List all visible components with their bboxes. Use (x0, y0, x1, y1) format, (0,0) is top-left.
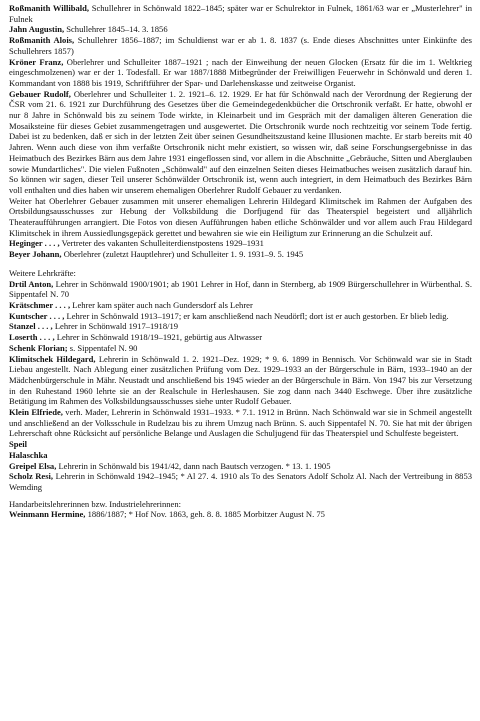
entry-name: Roßmanith Alois, (9, 35, 75, 46)
entry-name: Klimitschek Hildegard, (9, 353, 96, 364)
entry-greipel-elsa (9, 461, 472, 472)
heading-weitere-lehrkraefte: Weitere Lehrkräfte: (9, 267, 76, 278)
entry-scholz-resi (9, 471, 472, 492)
entry-gebauer-rudolf (9, 89, 472, 196)
paragraph-weiter: Weiter hat Oberlehrer Gebauer zusammen mit unserer ehemaligen Lehrerin Hildegard Klimitschek im Rahmen der Aufgaben des Ortsbildungsausschusses zur Hebung der Volksbildung die Dorfjugend für das Theaterspiel begeistert und alljährlich Theateraufführungen arrangiert. Die Fotos von diesen Aufführungen haben etliche Schönwälder und vor allem auch Frau Hildegard Klimitschek in ihrem Aussiedlungsgepäck gerettet und bewahren sie wie ein Heiligtum zur Erinnerung an die Schulzeit auf. (9, 195, 472, 238)
entry-text: 1886/1887; * Hof Nov. 1863, geh. 8. 8. 1885 Morbitzer August N. 75 (85, 509, 325, 520)
section-spacer (9, 260, 472, 268)
entry-name: Heginger . . . , (9, 238, 60, 249)
entry-text: Lehrer kam später auch nach Gundersdorf als Lehrer (70, 299, 253, 310)
entry-name: Krätschmer . . . , (9, 299, 71, 310)
entry-weinmann-hermine (9, 509, 472, 520)
entry-name: Loserth . . . , (9, 332, 55, 343)
entry-klimitschek-hildegard (9, 354, 472, 408)
entry-name: Gebauer Rudolf, (9, 88, 71, 99)
entry-beyer-johann (9, 249, 472, 260)
entry-name: Klein Elfriede, (9, 407, 63, 418)
entry-name: Weinmann Hermine, (9, 509, 86, 520)
entry-text: Lehrer in Schönwald 1918/19–1921, gebürtig aus Altwasser (54, 332, 263, 343)
entry-text: s. Sippentafel N. 90 (67, 342, 138, 353)
entry-name: Roßmanith Willibald, (9, 3, 90, 13)
entry-text: Lehrer in Schönwald 1913–1917; er kam anschließend nach Neudörfl; dort ist er auch gestorben. Er blieb ledig. (64, 310, 449, 321)
entry-jahn-augustin (9, 24, 472, 35)
entry-schenk-florian (9, 343, 472, 354)
entry-drtil-anton (9, 279, 472, 300)
entry-kroener-franz (9, 57, 472, 89)
entry-name: Drtil Anton, (9, 278, 54, 289)
entry-name: Speil (9, 439, 28, 450)
entry-heginger (9, 238, 472, 249)
entry-text: Lehrerin in Schönwald 1. 2. 1921–Dez. 1929; * 9. 6. 1899 in Bennisch. Vor Schönwald war sie in Stadt Liebau angestellt. Nach Ablegung einer zusätzlichen Prüfung vom Dez. 1929–1933 an der Bürgerschule in Bärn, 1933–1940 an der Mädchenbürgerschule in Mähr. Neustadt und anschließend bis 1945 wieder an der Bürgerschule in Bärn. Von 1947 bis zur Versetzung in den Ruhestand 1960 lehrte sie an der Realschule in Herleshausen. Sie zog dann nach 3440 Eschwege. Über ihre zusätzliche Betätigung im Rahmen des Volksbildungsausschusses siehe unter Rudolf Gebauer. (9, 353, 472, 407)
entry-text: Oberlehrer und Schulleiter 1. 2. 1921–6. 12. 1929. Er hat für Schönwald nach der Verordnung der Regierung der ČSR vom 21. 6. 1921 zur Durchführung des Gesetzes über die Gemeindegedenkbücher die Ortschronik verfaßt. Er hatte, obwohl er nur 8 Jahre in Schönwald bis zu seinem Tode wirkte, in Kleinarbeit und im Gespräch mit der damaligen älteren Generation die Mosaiksteine für dieses Gebiet zusammengetragen und ausgewertet. Die Ortschronik wurde noch rechtzeitig vor seinem Tode fertig. Dabei ist zu bedenken, daß er sich in der letzten Zeit über seinen Gesundheitszustand keine Illusionen machte. Er starb bereits mit 40 Jahren. Wenn auch diese von ihm verfaßte Ortschronik nicht mehr existiert, so wissen wir, daß seine Forschungsergebnisse in das Heimatbuch des Bezirkes Bärn aus dem Jahre 1931 eingeflossen sind, vor allem in die Abschnitte „Gebräuche, Sitten und Aberglauben sowie Mundartliches". Die vielen Fußnoten „Schönwald" auf den einzelnen Seiten dieses Heimatbuches weisen zusätzlich darauf hin. So können wir sagen, dieser Teil unserer Schönwälder Ortschronik ist, wenn auch integriert, in dem Heimatbuch des Bezirkes Bärn voll enthalten und dies haben wir unserem ehemaligen Oberlehrer Rudolf Gebauer zu verdanken. (9, 88, 472, 195)
entry-name: Kuntscher . . . , (9, 310, 65, 321)
entry-halaschka (9, 450, 472, 461)
entry-name: Halaschka (9, 449, 48, 460)
entry-name: Schenk Florian; (9, 342, 68, 353)
entry-name: Beyer Johann, (9, 249, 62, 260)
entry-text: Lehrerin in Schönwald 1942–1945; * Al 27. 4. 1910 als To des Senators Adolf Scholz Al. Nach der Vertreibung in 8853 Wemding (9, 471, 472, 492)
entry-name: Jahn Augustin, (9, 24, 65, 35)
entry-loserth (9, 332, 472, 343)
entry-rossmanith-willibald (9, 3, 472, 24)
entry-rossmanith-alois (9, 35, 472, 56)
entry-name: Scholz Resi, (9, 471, 54, 482)
entry-text: Oberlehrer und Schulleiter 1887–1921 ; nach der Einweihung der neuen Glocken (Ersatz für die im 1. Weltkrieg eingeschmolzenen) war er der 1. Todesfall. Er war 1887/1888 Mitbegründer der Freiwilligen Feuerwehr in Schönwald und deren 1. Kommandant von 1888 bis 1919, Schriftführer der Spar- und Darlehenskasse und zeitweise Organist. (9, 56, 472, 88)
entry-kuntscher (9, 311, 472, 322)
entry-text: Lehrer in Schönwald 1917–1918/19 (52, 321, 179, 332)
entry-text: Schullehrer in Schönwald 1822–1845; später war er Schulrektor in Fulnek, 1861/63 war er „Musterlehrer" in Fulnek (9, 3, 473, 24)
entry-text: Oberlehrer (zuletzt Hauptlehrer) und Schulleiter 1. 9. 1931–9. 5. 1945 (61, 249, 304, 260)
entry-text: Lehrerin in Schönwald bis 1941/42, dann nach Bautsch verzogen. * 13. 1. 1905 (56, 460, 331, 471)
entry-text: Lehrer in Schönwald 1900/1901; ab 1901 Lehrer in Hof, dann in Sternberg, ab 1909 Bürgerschullehrer in Würbenthal. S. Sippentafel N. 70 (9, 278, 472, 300)
entry-speil (9, 439, 472, 450)
entry-name: Stanzel . . . , (9, 321, 53, 332)
entry-text: Schullehrer 1856–1887; im Schuldienst war er ab 1. 8. 1837 (s. Ende dieses Abschnittes unter Einkünfte des Schullehrers 1857) (9, 35, 472, 56)
entry-text: verh. Mader, Lehrerin in Schönwald 1931–1933. * 7.1. 1912 in Brünn. Nach Schönwald war sie in Schmeil angestellt und anschließend an der Volksschule in Rudelzau bis zu ihrem Umzug nach Brünn. S. auch Sippentafel N. 70. Sie hat mit der übrigen Lehrerschaft ohne Rücksicht auf persönliche Belange und Auslagen die Schuljugend für das Theaterspiel und Schulfeste begeistert. (9, 407, 472, 439)
entry-text: Schullehrer 1845–14. 3. 1856 (64, 24, 168, 35)
heading-handarbeitslehrerinnen: Handarbeitslehrerinnen bzw. Industrielehrerinnen: (9, 498, 181, 509)
entry-name: Kröner Franz, (9, 56, 64, 67)
entry-name: Greipel Elsa, (9, 460, 57, 471)
entry-klein-elfriede (9, 407, 472, 439)
entry-stanzel (9, 321, 472, 332)
entry-kraetschmer (9, 300, 472, 311)
entry-text: Vertreter des vakanten Schulleiterdienstpostens 1929–1931 (59, 238, 264, 249)
